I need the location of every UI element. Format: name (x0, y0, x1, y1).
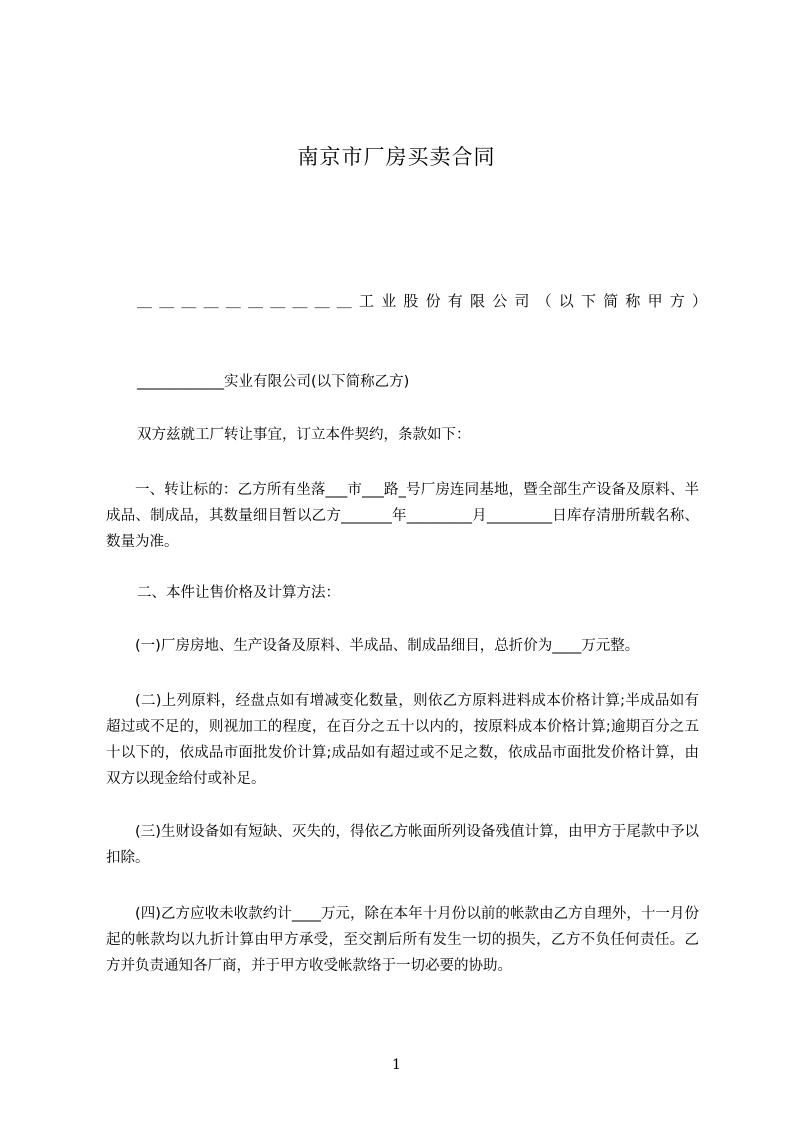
clause-2-2-paragraph: (二)上列原料，经盘点如有增减变化数量，则依乙方原料进料成本价格计算;半成品如有超过或不足的，则视加工的程度，在百分之五十以内的，按原料成本价格计算;逾期百分之五十以下的，依成品市面批发价计算;成品如有超过或不足之数，依成品市面批发价格计算，由双方以现金给付或补足。 (106, 693, 699, 787)
page-title: 南京市厂房买卖合同 (297, 145, 496, 169)
clause-2-heading: 二、本件让售价格及计算方法： (137, 585, 340, 601)
clause-1-paragraph: 一、转让标的：乙方所有坐落___市___路_号厂房连同基地，暨全部生产设备及原料、半成品、制成品，其数量细目暂以乙方_______年_________月_________日库存清册所载名称、数量为准。 (106, 482, 699, 550)
clause-2-4-paragraph: (四)乙方应收未收款约计____万元，除在本年十月份以前的帐款由乙方自理外，十一月份起的帐款均以九折计算由甲方承受，至交割后所有发生一切的损失，乙方不负任何责任。乙方并负责通知各厂商，并于甲方收受帐款络于一切必要的协助。 (106, 906, 699, 974)
page-number: 1 (392, 1057, 401, 1073)
clause-2-3-paragraph: (三)生财设备如有短缺、灭失的，得依乙方帐面所列设备残值计算，由甲方于尾款中予以扣除。 (106, 824, 699, 866)
party-a-line: ＿＿＿＿＿＿＿＿＿＿工业股份有限公司（以下简称甲方） (137, 292, 715, 310)
intro-paragraph: 双方兹就工厂转让事宜，订立本件契约，条款如下： (137, 427, 471, 443)
clause-2-1-paragraph: (一)厂房房地、生产设备及原料、半成品、制成品细目，总折价为____万元整。 (135, 638, 640, 654)
party-b-line: ____________实业有限公司(以下简称乙方) (137, 374, 410, 390)
